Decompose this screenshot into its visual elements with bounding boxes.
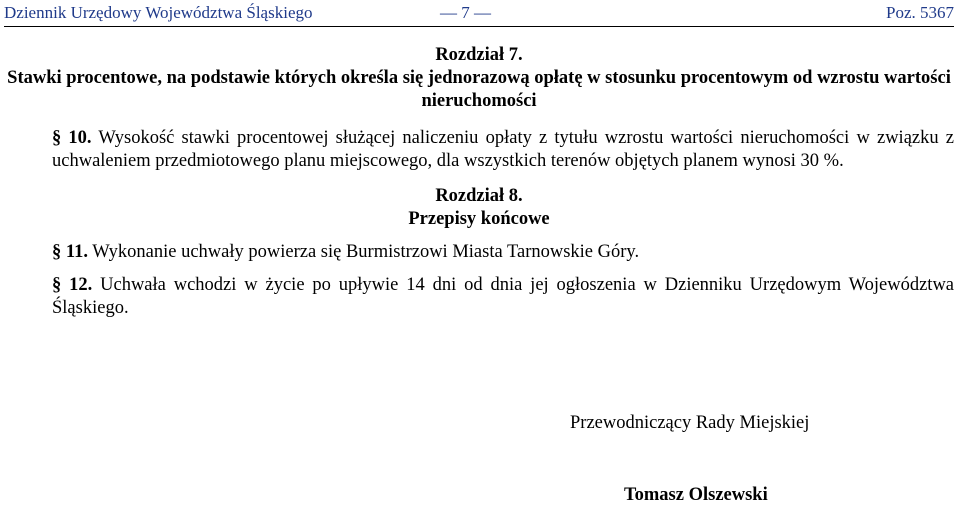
page-header (4, 2, 954, 26)
header-divider (4, 26, 954, 27)
paragraph-10-text: Wysokość stawki procentowej służącej naliczeniu opłaty z tytułu wzrostu wartości nieruchomości w związku z uchwaleniem przedmiotowego planu miejscowego, dla wszystkich terenów objętych planem wynosi 30 %. (52, 128, 955, 171)
chapter-8-subtitle: Przepisy końcowe (408, 209, 550, 229)
chapter-8-title: Rozdział 8. (435, 186, 523, 206)
paragraph-10 (4, 127, 954, 173)
paragraph-12 (4, 274, 954, 320)
paragraph-12-text: Uchwała wchodzi w życie po upływie 14 dni od dnia jej ogłoszenia w Dzienniku Urzędowym Województwa Śląskiego. (52, 275, 955, 318)
paragraph-11-text: Wykonanie uchwały powierza się Burmistrzowi Miasta Tarnowskie Góry. (92, 242, 640, 262)
page-number: — 7 — (440, 3, 491, 22)
chapter-7-title: Rozdział 7. (435, 45, 523, 65)
paragraph-11 (4, 241, 954, 264)
paragraph-12-number: § 12. (52, 275, 93, 295)
chapter-7-subtitle: Stawki procentowe, na podstawie których określa się jednorazową opłatę w stosunku procentowym od wzrostu wartości nieruchomości (7, 68, 951, 111)
paragraph-10-number: § 10. (52, 128, 92, 148)
signature-title: Przewodniczący Rady Miejskiej (570, 413, 810, 433)
paragraph-11-number: § 11. (52, 242, 88, 262)
document-body (4, 44, 954, 320)
position-number: Poz. 5367 (886, 3, 954, 22)
signature-name: Tomasz Olszewski (624, 485, 768, 505)
publication-title: Dziennik Urzędowy Województwa Śląskiego (4, 3, 313, 22)
